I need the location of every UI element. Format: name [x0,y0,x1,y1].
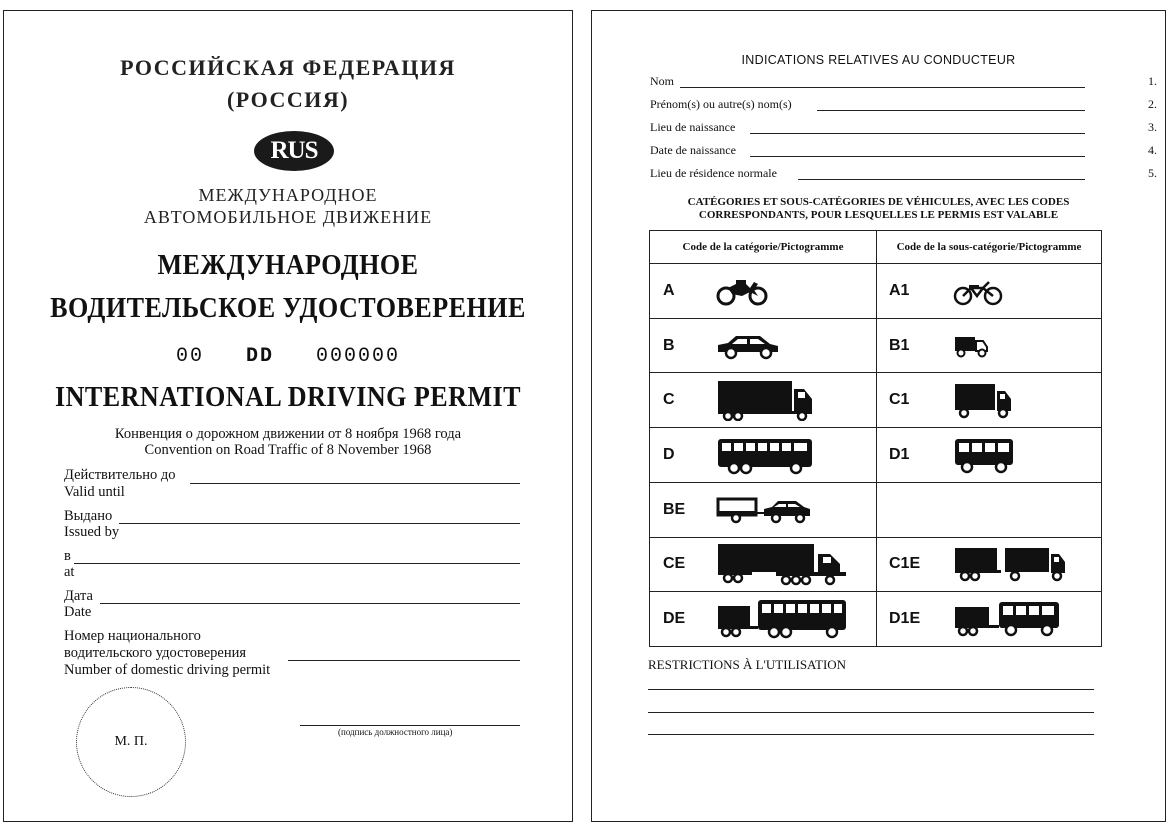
category-code: DE [663,610,686,628]
table-row [650,482,1102,537]
truck-with-trailer-icon [716,542,846,586]
driver-section-title: INDICATIONS RELATIVES AU CONDUCTEUR [741,53,1016,67]
valid-until-label-ru: Действительно до [64,467,176,483]
issued-by-label-ru: Выдано [64,508,113,524]
valid-until-line [190,483,520,484]
permit-serial-number [4,345,572,368]
motorcycle-icon [716,276,768,306]
subcategory-code: C1E [889,555,921,573]
small-truck-icon [953,333,989,359]
field-birthplace-number: 3. [1148,120,1157,134]
field-birthdate-number: 4. [1148,143,1157,157]
field-birthplace-label: Lieu de naissance [650,120,736,134]
country-short-name: (РОССИЯ) [226,87,350,112]
restrictions-line-3 [648,734,1094,735]
table-row [650,264,1102,319]
truck-icon [716,379,816,421]
table-row [650,318,1102,373]
rus-country-badge [254,131,334,171]
domestic-permit-label-en: Number of domestic driving permit [64,662,271,678]
car-with-trailer-icon [716,495,812,525]
subcategory-code: A1 [889,281,910,299]
restrictions-line-1 [648,689,1094,690]
official-stamp-area [76,687,186,797]
light-truck-icon [953,381,1015,419]
convention-ru: Конвенция о дорожном движении от 8 ноября 1968 года [114,426,462,442]
bus-with-trailer-icon [716,598,848,640]
field-birthdate-line [750,156,1085,157]
field-given-names-label: Prénom(s) ou autre(s) nom(s) [650,97,792,111]
col-category-header: Code de la catégorie/Pictogramme [650,231,877,264]
subcategory-cell-b1 [877,318,1102,373]
date-label-ru: Дата [64,588,93,604]
subcategory-code: C1 [889,391,910,409]
permit-title-ru-line1: МЕЖДУНАРОДНОЕ [157,249,419,281]
field-residence-number: 5. [1148,166,1157,180]
category-code: B [663,336,675,354]
light-motorcycle-icon [953,276,1003,306]
field-given-names-line [817,110,1085,111]
light-truck-with-trailer-icon [953,544,1069,584]
country-name: РОССИЙСКАЯ ФЕДЕРАЦИЯ [120,55,456,80]
category-cell-b [650,318,877,373]
table-row [650,592,1102,647]
traffic-heading-line1: МЕЖДУНАРОДНОЕ [198,185,378,205]
valid-until-label-en: Valid until [64,484,125,500]
subcategory-cell-d1 [877,428,1102,483]
at-line [74,563,520,564]
categories-title-line2: CORRESPONDANTS, POUR LESQUELLES LE PERMIS EST VALABLE [698,209,1059,221]
subcategory-cell-d1e [877,592,1102,647]
subcategory-code: B1 [889,336,910,354]
signature-line [300,725,520,726]
issued-by-label-en: Issued by [64,524,120,540]
at-label-ru: в [64,548,71,564]
badge-label: RUS [270,137,318,164]
subcategory-cell-a1 [877,264,1102,319]
domestic-permit-label-ru1: Номер национального [64,628,201,644]
table-row [650,537,1102,592]
minibus-with-trailer-icon [953,599,1063,639]
restrictions-line-2 [648,712,1094,713]
category-cell-a [650,264,877,319]
field-birthdate-label: Date de naissance [650,143,736,157]
subcategory-cell-c1 [877,373,1102,428]
date-line [100,603,520,604]
table-header-row [650,231,1102,264]
at-label-en: at [64,564,75,580]
restrictions-heading: RESTRICTIONS À L'UTILISATION [648,657,847,672]
field-surname-number: 1. [1148,74,1157,88]
serial-part-1: 00 [175,345,204,368]
serial-part-2: DD [245,345,274,368]
category-cell-be [650,482,877,537]
serial-part-3: 000000 [316,345,401,368]
table-row [650,373,1102,428]
field-surname-label: Nom [650,74,674,88]
category-code: CE [663,555,686,573]
date-label-en: Date [64,604,92,620]
permit-title-ru-line2: ВОДИТЕЛЬСКОЕ УДОСТОВЕРЕНИЕ [50,292,526,324]
domestic-permit-line [288,660,520,661]
stamp-label: М. П. [114,734,148,749]
vehicle-categories-table [649,230,1102,647]
category-cell-de [650,592,877,647]
issued-by-line [119,523,520,524]
subcategory-code: D1E [889,610,921,628]
driver-details-page [591,10,1166,822]
category-cell-d [650,428,877,483]
category-cell-c [650,373,877,428]
category-code: BE [663,500,686,518]
field-residence-line [798,179,1085,180]
category-code: A [663,281,675,299]
permit-cover-page [3,10,573,822]
field-given-names-number: 2. [1148,97,1157,111]
traffic-heading-line2: АВТОМОБИЛЬНОЕ ДВИЖЕНИЕ [143,207,433,227]
col-subcategory-header: Code de la sous-catégorie/Pictogramme [877,231,1102,264]
field-birthplace-line [750,133,1085,134]
car-icon [716,332,780,360]
permit-title-en: INTERNATIONAL DRIVING PERMIT [54,381,522,413]
domestic-permit-label-ru2: водительского удостоверения [64,645,247,661]
categories-title-line1: CATÉGORIES ET SOUS-CATÉGORIES DE VÉHICULES, AVEC LES CODES [687,196,1070,208]
subcategory-cell-empty [877,482,1102,537]
table-row [650,428,1102,483]
field-surname-line [680,87,1085,88]
minibus-icon [953,436,1017,474]
category-cell-ce [650,537,877,592]
signature-caption: (подпись должностного лица) [338,727,453,737]
category-code: D [663,445,675,463]
bus-icon [716,435,816,475]
convention-en: Convention on Road Traffic of 8 November 1968 [144,442,432,458]
category-code: C [663,391,675,409]
subcategory-code: D1 [889,445,910,463]
subcategory-cell-c1e [877,537,1102,592]
field-residence-label: Lieu de résidence normale [650,166,777,180]
